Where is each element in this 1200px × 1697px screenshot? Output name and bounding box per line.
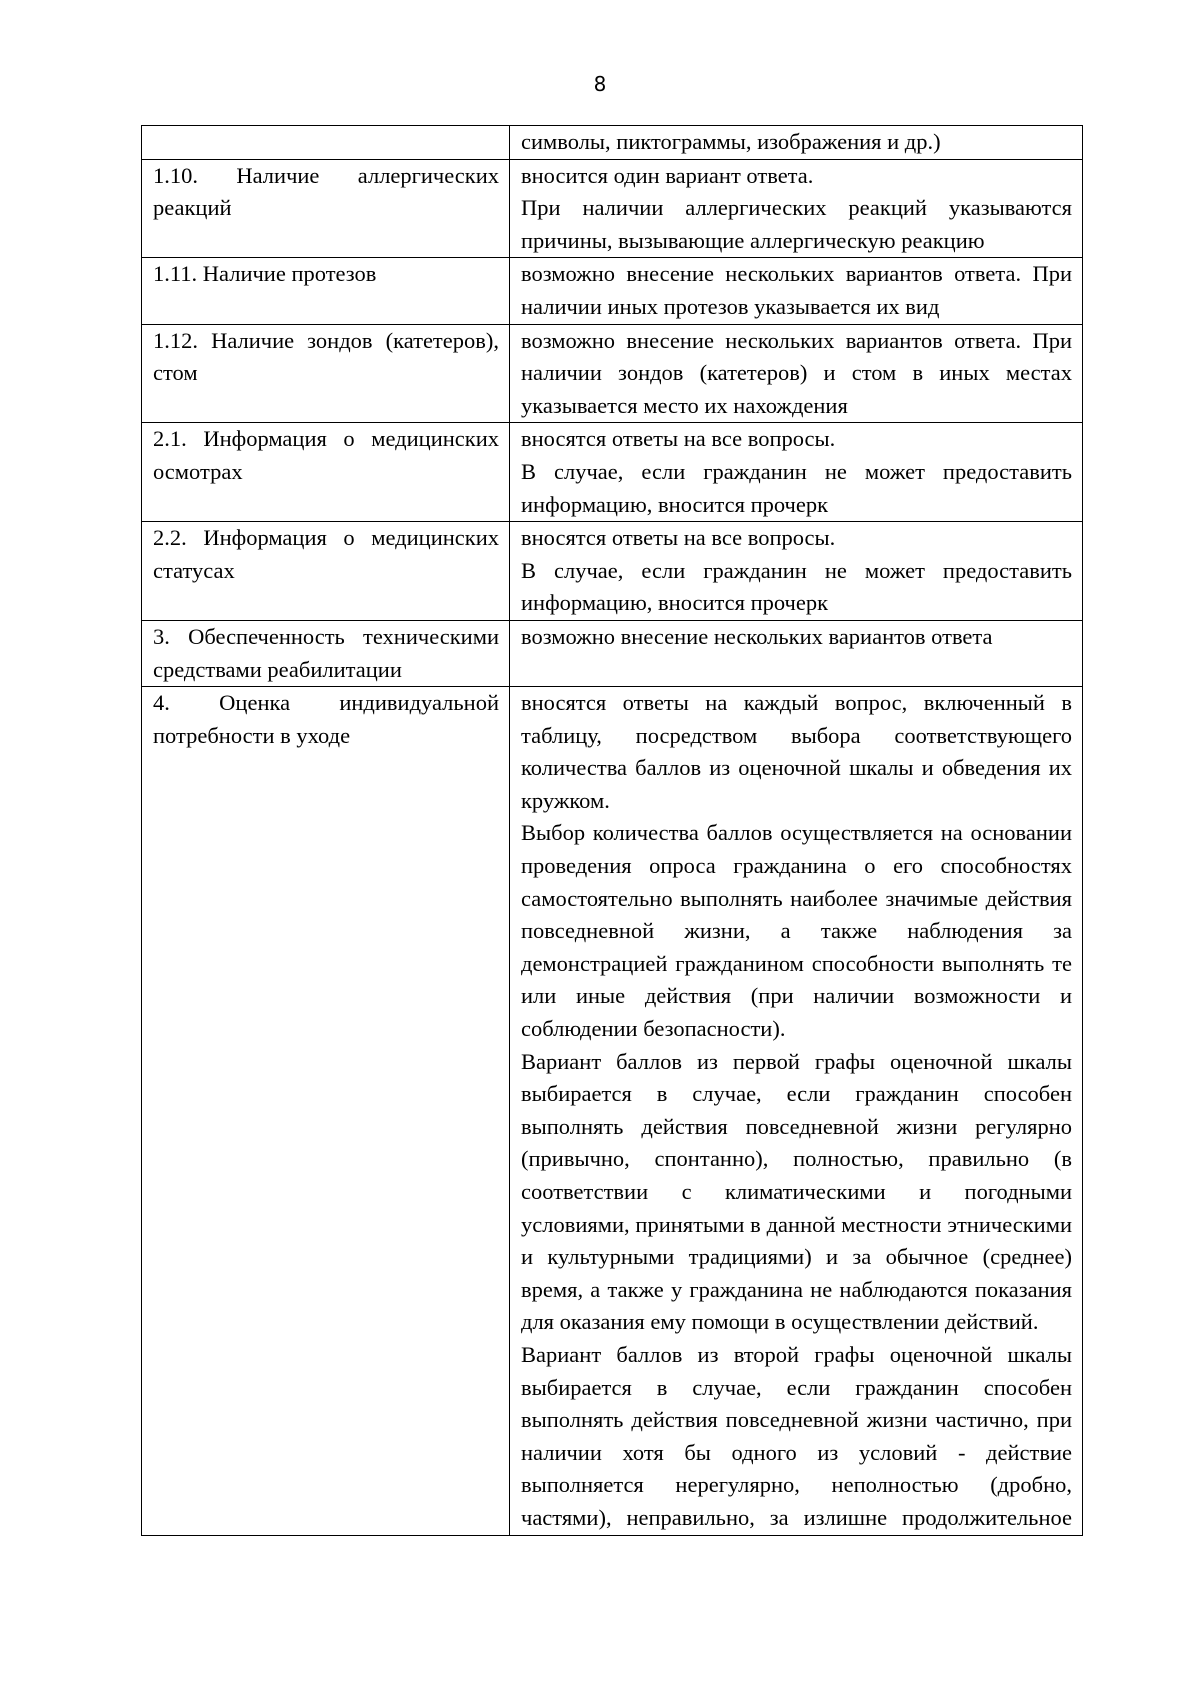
row-description-paragraph: возможно внесение нескольких вариантов ответа. При наличии зондов (катетеров) и стом в иных местах указывается место их нахождения (521, 327, 1072, 418)
page-number: 8 (593, 72, 607, 96)
row-label-cell (142, 687, 510, 1535)
row-description-cell (510, 423, 1083, 522)
row-label-cell (142, 620, 510, 686)
row-description-paragraph: В случае, если гражданин не может предоставить информацию, вносится прочерк (521, 458, 1072, 517)
row-description-cell (510, 620, 1083, 686)
row-description-paragraph: вносятся ответы на все вопросы. (521, 525, 836, 551)
row-description-paragraph: Вариант баллов из второй графы оценочной шкалы выбирается в случае, если гражданин способен выполнять действия повседневной жизни частично, при наличии хотя бы одного из условий - действие выполняется нерегулярно, неполностью (дробно, частями), неправильно, за излишне продолжительное (521, 1341, 1072, 1530)
row-label-cell (142, 258, 510, 324)
table-row (142, 159, 1083, 258)
row-label-cell (142, 324, 510, 423)
row-description-paragraph: В случае, если гражданин не может предоставить информацию, вносится прочерк (521, 557, 1072, 616)
row-label: 1.10. Наличие аллергических реакций (153, 162, 499, 221)
row-description-paragraph: вносятся ответы на каждый вопрос, включенный в таблицу, посредством выбора соответствующего количества баллов из оценочной шкалы и обведения их кружком. (521, 690, 1072, 813)
row-label: 1.12. Наличие зондов (катетеров), стом (153, 327, 499, 386)
row-description-paragraph: вносятся ответы на все вопросы. (521, 426, 836, 452)
row-description-cell (510, 687, 1083, 1535)
row-label: 2.1. Информация о медицинских осмотрах (153, 426, 499, 484)
row-description-cell (510, 159, 1083, 258)
row-label-cell (142, 159, 510, 258)
row-label: 4. Оценка индивидуальной потребности в уходе (153, 690, 499, 748)
row-label-cell (142, 423, 510, 522)
table-row (142, 423, 1083, 522)
row-description-cell (510, 126, 1083, 160)
table-row (142, 620, 1083, 686)
row-label-cell (142, 126, 510, 160)
row-description-cell (510, 324, 1083, 423)
table-row (142, 258, 1083, 324)
row-label-cell (142, 522, 510, 621)
row-description-paragraph: символы, пиктограммы, изображения и др.) (521, 129, 941, 154)
row-description-paragraph: Вариант баллов из первой графы оценочной шкалы выбирается в случае, если гражданин способен выполнять действия повседневной жизни регулярно (привычно, спонтанно), полностью, правильно (в соответствии с климатическими и погодными условиями, принятыми в данной местности этническими и культурными традициями) и за обычное (среднее) время, а также у гражданина не наблюдаются показания для оказания ему помощи в осуществлении действий. (521, 1048, 1072, 1335)
table-row (142, 687, 1083, 1535)
row-label: 3. Обеспеченность техническими средствами реабилитации (153, 623, 499, 682)
row-description-cell (510, 522, 1083, 621)
row-label: 2.2. Информация о медицинских статусах (153, 525, 499, 583)
row-label: 1.11. Наличие протезов (153, 261, 377, 287)
row-description-paragraph: вносится один вариант ответа. (521, 162, 814, 188)
row-description-paragraph: Выбор количества баллов осуществляется на основании проведения опроса гражданина о его способностях самостоятельно выполнять наиболее значимые действия повседневной жизни, а также наблюдения за демонстрацией гражданином способности выполнять те или иные действия (при наличии возможности и соблюдении безопасности). (521, 820, 1072, 1042)
row-description-paragraph: возможно внесение нескольких вариантов ответа (521, 623, 993, 649)
table-row (142, 522, 1083, 621)
row-description-paragraph: возможно внесение нескольких вариантов ответа. При наличии иных протезов указывается их вид (521, 261, 1072, 319)
table-row (142, 324, 1083, 423)
row-description-paragraph: При наличии аллергических реакций указываются причины, вызывающие аллергическую реакцию (521, 195, 1072, 253)
table-row (142, 126, 1083, 160)
instructions-table (141, 125, 1083, 1536)
row-description-cell (510, 258, 1083, 324)
